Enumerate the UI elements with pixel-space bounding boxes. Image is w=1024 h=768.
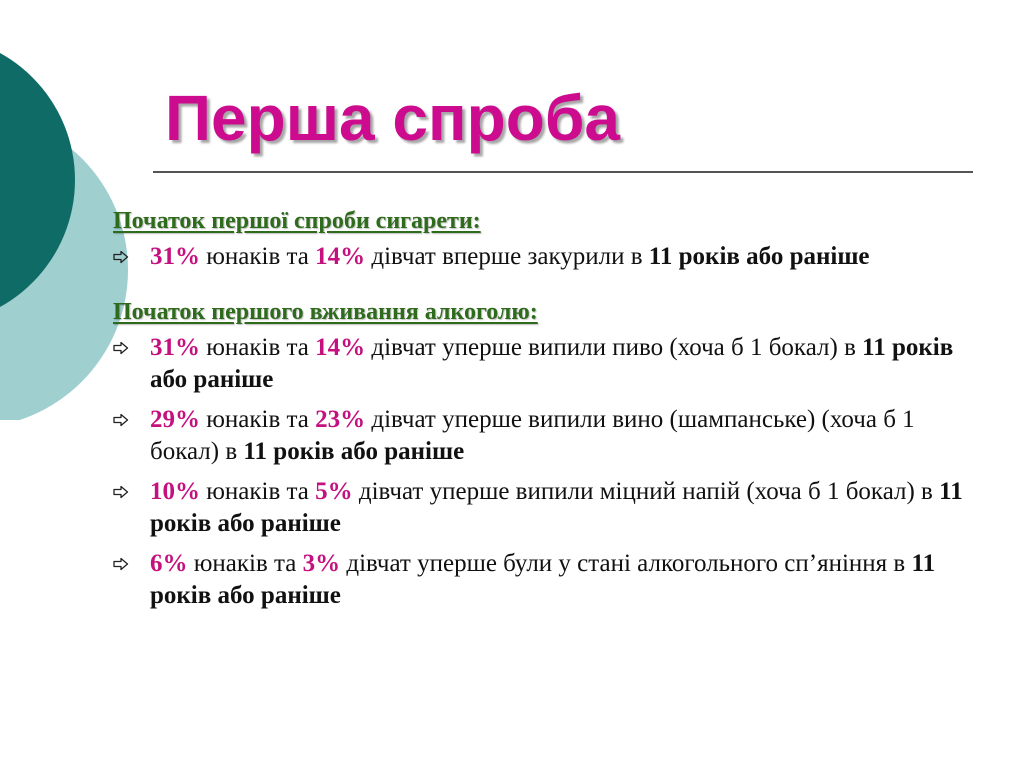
action-text: дівчат уперше випили вино (шампанське) (хоча б 1 бокал) в xyxy=(150,406,915,465)
slide-content xyxy=(113,206,973,620)
list-item xyxy=(113,548,973,612)
hollow-arrow-right-icon xyxy=(113,485,129,499)
boys-percent: 29% xyxy=(150,406,200,433)
cigarettes-list xyxy=(113,241,973,273)
girls-percent: 14% xyxy=(315,243,366,270)
section-heading-cigarettes: Початок першої спроби сигарети: xyxy=(113,208,481,234)
list-item xyxy=(113,476,973,540)
action-text: дівчат уперше випили пиво (хоча б 1 бокал) в xyxy=(365,334,863,361)
boys-text: юнаків та xyxy=(200,406,316,433)
list-item xyxy=(113,241,973,273)
girls-percent: 3% xyxy=(302,550,341,577)
age-text: 11 років або раніше xyxy=(150,550,936,609)
alcohol-list xyxy=(113,332,973,612)
age-text: 11 років або раніше xyxy=(150,478,963,537)
boys-text: юнаків та xyxy=(200,243,316,270)
boys-percent: 31% xyxy=(150,334,200,361)
action-text: дівчат вперше закурили в xyxy=(365,243,649,270)
girls-percent: 5% xyxy=(315,478,353,505)
slide-title: Перша спроба xyxy=(165,82,620,154)
age-text: 11 років або раніше xyxy=(243,438,465,465)
action-text: дівчат уперше випили міцний напій (хоча б 1 бокал) в xyxy=(352,478,940,505)
hollow-arrow-right-icon xyxy=(113,413,129,427)
boys-text: юнаків та xyxy=(200,334,316,361)
girls-percent: 14% xyxy=(315,334,366,361)
boys-percent: 10% xyxy=(150,478,200,505)
section-heading-alcohol: Початок першого вживання алкоголю: xyxy=(113,299,538,325)
boys-text: юнаків та xyxy=(200,478,316,505)
hollow-arrow-right-icon xyxy=(113,341,129,355)
hollow-arrow-right-icon xyxy=(113,250,129,264)
age-text: 11 років або раніше xyxy=(648,243,870,270)
hollow-arrow-right-icon xyxy=(113,557,129,571)
boys-percent: 31% xyxy=(150,243,200,270)
age-text: 11 років або раніше xyxy=(150,334,954,393)
title-divider xyxy=(153,171,973,173)
action-text: дівчат уперше були у стані алкогольного сп’яніння в xyxy=(340,550,912,577)
list-item xyxy=(113,404,973,468)
boys-text: юнаків та xyxy=(187,550,303,577)
boys-percent: 6% xyxy=(150,550,188,577)
girls-percent: 23% xyxy=(315,406,366,433)
list-item xyxy=(113,332,973,396)
